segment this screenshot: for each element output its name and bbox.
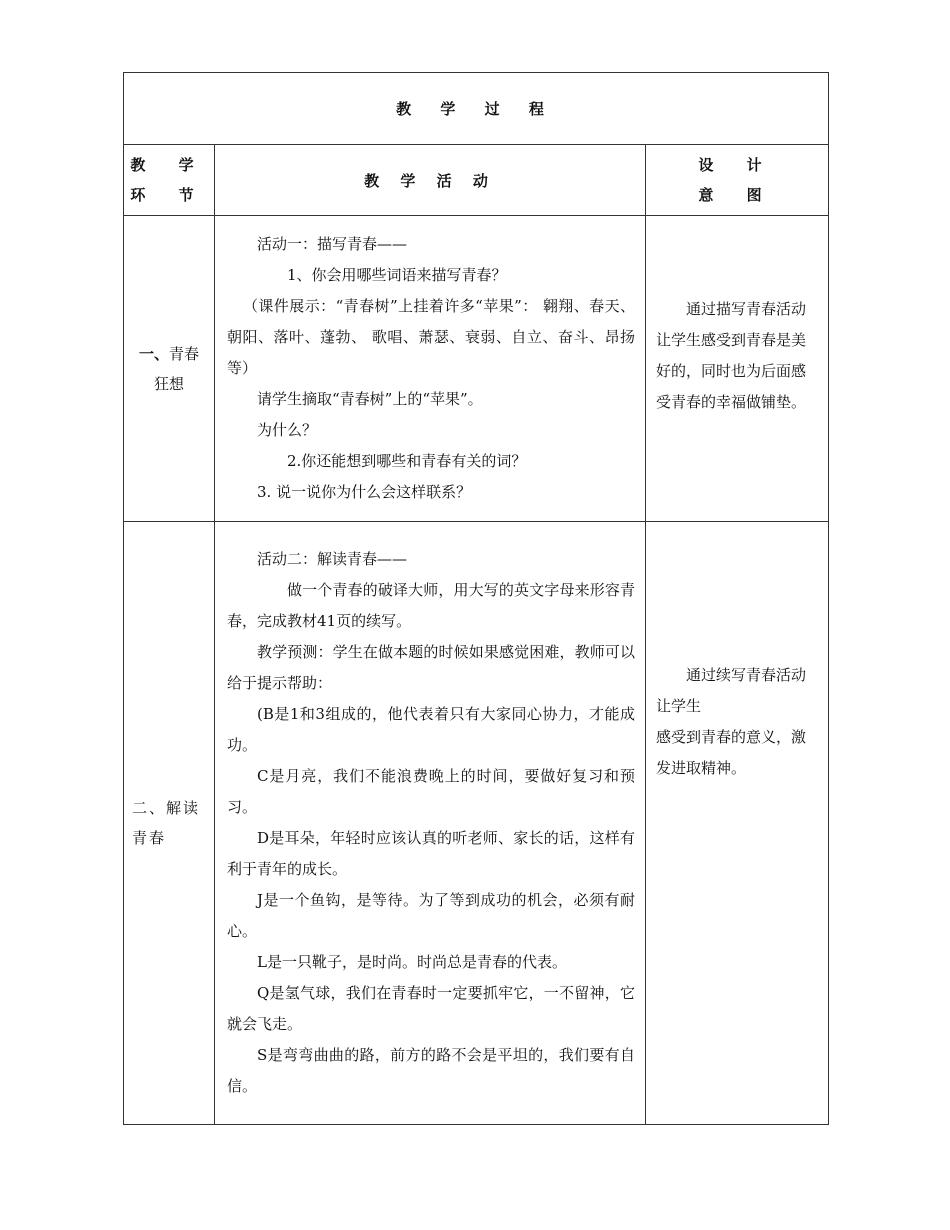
- intent-paragraph: 通过描写青春活动让学生感受到青春是美好的，同时也为后面感受青春的幸福做铺垫。: [656, 300, 807, 411]
- activity-paragraph: (B是1和3组成的，他代表着只有大家同心协力，才能成功。: [227, 705, 635, 754]
- header-intent-line2: 意 图: [698, 186, 776, 204]
- table-row: [124, 216, 829, 522]
- stage-line1: 二、解读: [132, 799, 201, 817]
- header-stage-line2: 环 节: [130, 186, 208, 204]
- header-row: [124, 145, 829, 216]
- stage-line2: 青春: [132, 829, 167, 847]
- stage-cell: [124, 522, 215, 1125]
- activity-paragraph: J是一个鱼钩，是等待。为了等到成功的机会，必须有耐心。: [227, 891, 635, 940]
- stage-name-part: 青春: [169, 344, 200, 363]
- activity-paragraph: S是弯弯曲曲的路，前方的路不会是平坦的，我们要有自信。: [227, 1046, 635, 1095]
- stage-line2: 狂想: [153, 374, 184, 393]
- header-stage-line1: 教 学: [130, 156, 208, 174]
- activity-paragraph: 做一个青春的破译大师，用大写的英文字母来形容青春，完成教材41页的续写。: [227, 581, 635, 630]
- activity-cell: [215, 216, 646, 522]
- activity-paragraph: 为什么？: [257, 421, 318, 439]
- activity-paragraph: Q是氢气球，我们在青春时一定要抓牢它，一不留神，它就会飞走。: [227, 984, 635, 1033]
- stage-line1: [124, 339, 214, 369]
- header-stage: [124, 145, 215, 216]
- header-intent-line1: 设 计: [698, 156, 776, 174]
- intent-cell: [646, 216, 829, 522]
- lesson-process-table: [123, 72, 829, 1125]
- activity-cell: [215, 522, 646, 1125]
- activity-paragraph: 教学预测：学生在做本题的时候如果感觉困难，教师可以给于提示帮助：: [227, 643, 635, 692]
- intent-cell: [646, 522, 829, 1125]
- activity-paragraph: （课件展示：“青春树”上挂着许多“苹果”： 翱翔、春天、朝阳、落叶、蓬勃、 歌唱、萧瑟、衰弱、自立、奋斗、昂扬等）: [227, 297, 635, 377]
- header-activity: 教 学 活 动: [215, 145, 646, 216]
- intent-paragraph: 通过续写青春活动让学生: [656, 666, 807, 715]
- activity-paragraph: D是耳朵，年轻时应该认真的听老师、家长的话，这样有利于青年的成长。: [227, 829, 635, 878]
- table-row: [124, 522, 829, 1125]
- activity-paragraph: 活动一：描写青春——: [257, 235, 408, 253]
- stage-number: 一、: [138, 344, 169, 363]
- title-row: [124, 73, 829, 145]
- activity-paragraph: 活动二：解读青春——: [257, 550, 408, 568]
- activity-paragraph: L是一只靴子，是时尚。时尚总是青春的代表。: [257, 953, 567, 971]
- activity-paragraph: C是月亮，我们不能浪费晚上的时间，要做好复习和预习。: [227, 767, 635, 816]
- table-title: 教 学 过 程: [124, 73, 829, 145]
- activity-paragraph: 3. 说一说你为什么会这样联系？: [257, 483, 472, 501]
- activity-paragraph: 请学生摘取“青春树”上的“苹果”。: [257, 390, 483, 408]
- activity-paragraph: 2.你还能想到哪些和青春有关的词？: [287, 452, 527, 470]
- activity-paragraph: 1、你会用哪些词语来描写青春？: [287, 266, 507, 284]
- header-intent: [646, 145, 829, 216]
- intent-paragraph: 感受到青春的意义，激发进取精神。: [656, 728, 807, 777]
- stage-cell: [124, 216, 215, 522]
